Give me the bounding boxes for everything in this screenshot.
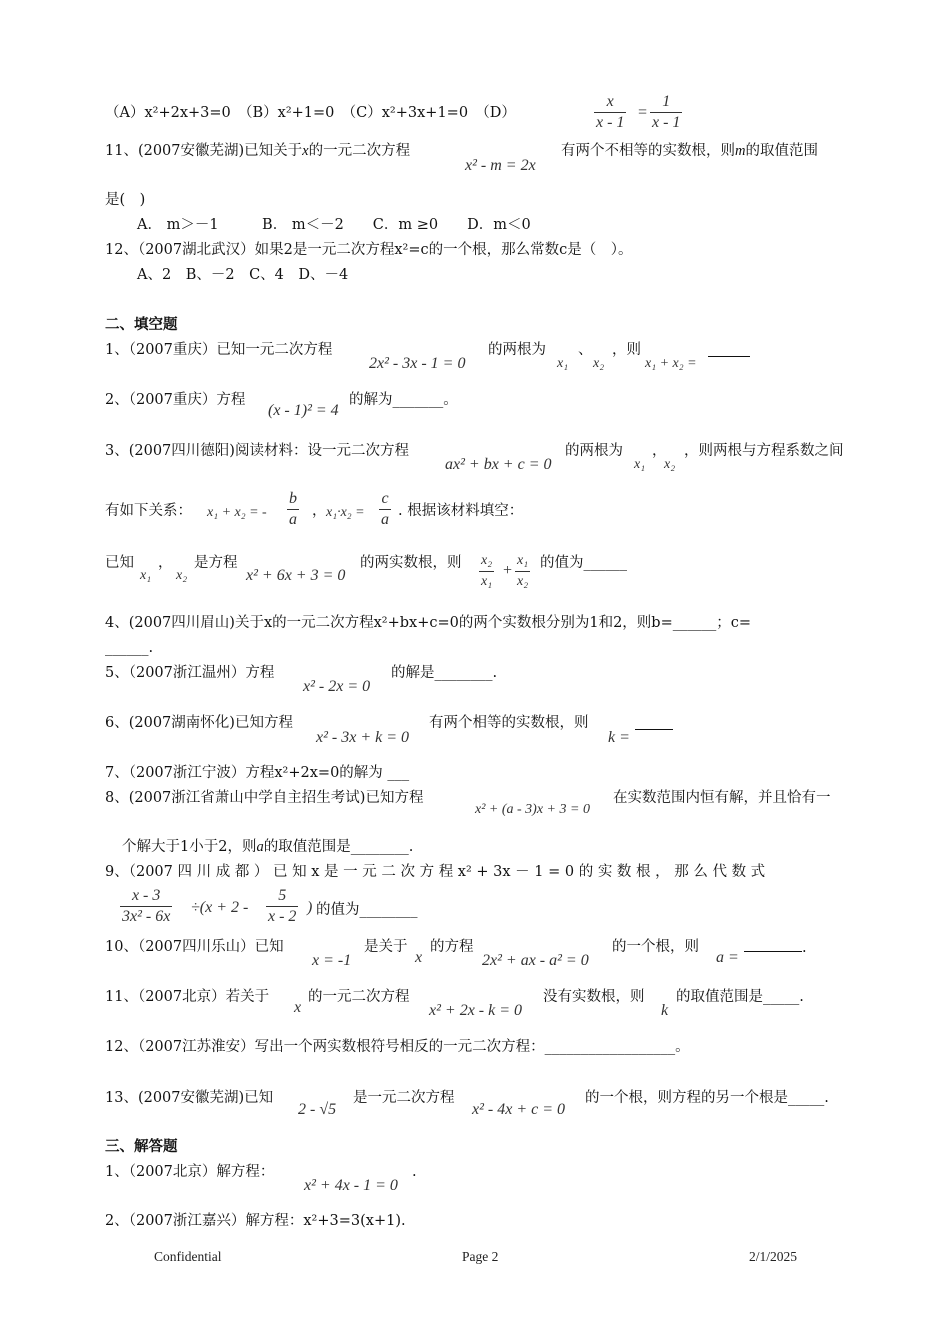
f6-blank (635, 713, 673, 730)
f9-close: ) (307, 899, 313, 916)
f9-text: 9、（2007 四 川 成 都 ） 已 知 x 是 一 元 二 次 方 程 x² + 3x － 1 = 0 的 实 数 根 ， 那 么 代 数 式 (105, 864, 766, 880)
f3-value-blank: 的值为______ (540, 555, 627, 571)
f10-about: 是关于 (364, 939, 408, 955)
f1-equation: 2x² - 3x - 1 = 0 (369, 355, 466, 372)
f6-text: 6、(2007湖南怀化)已知方程 (105, 715, 293, 731)
f8-text: 8、(2007浙江省萧山中学自主招生考试)已知方程 (105, 790, 424, 806)
f2-equation: (x - 1)² = 4 (268, 402, 339, 419)
f11-equation: x² + 2x - k = 0 (429, 1002, 523, 1019)
f2-answer: 的解为_______。 (349, 392, 458, 408)
f13-text: 13、(2007安徽芜湖)已知 (105, 1090, 274, 1106)
f1-sum: x₁ + x₂ = (645, 356, 697, 371)
q12-options: A、2 B、－2 C、4 D、－4 (137, 267, 349, 283)
f5-answer: 的解是________. (391, 665, 498, 681)
f1-sep: 、 (578, 342, 593, 358)
f3-sep-b: ， (158, 555, 173, 571)
f13-root: 2 - √5 (298, 1101, 337, 1118)
section-solve-heading: 三、解答题 (105, 1139, 178, 1155)
f3-sep: ， (652, 443, 667, 459)
section-fill-blank-heading: 二、填空题 (105, 317, 178, 333)
f10-root: 的一个根，则 (612, 939, 699, 955)
f9-value: 的值为________ (316, 902, 418, 918)
footer-page-number: Page 2 (462, 1249, 499, 1264)
f3-plus: + (502, 562, 513, 579)
f3-product: x₁·x₂ = (326, 505, 365, 520)
s1-period: . (412, 1164, 417, 1180)
footer-confidential: Confidential (154, 1249, 222, 1264)
f11-no-roots: 没有实数根，则 (543, 989, 645, 1005)
f3-equation: ax² + bx + c = 0 (445, 456, 552, 473)
f3-x2: x₂ (664, 457, 676, 472)
footer-date: 2/1/2025 (749, 1249, 798, 1264)
f1-x1: x₁ (557, 356, 569, 371)
f10-blank: . (744, 937, 807, 958)
f3-frac-1: $\frac{\text{x₂}}{\text{x₁}}$ (479, 551, 494, 592)
f8-text-cont: 个解大于1小于2，则a的取值范围是________. (122, 839, 414, 855)
q11-options: A． m＞－1 B． m＜－2 C．m ≥0 D．m＜0 (137, 217, 531, 233)
f10-text: 10、（2007四川乐山）已知 (105, 939, 284, 955)
f2-text: 2、（2007重庆）方程 (105, 392, 246, 408)
f3-known: 已知 (105, 555, 134, 571)
f11-text: 11、（2007北京）若关于 (105, 989, 270, 1005)
f1-text: 1、（2007重庆）已知一元二次方程 (105, 342, 333, 358)
f1-x2: x₂ (593, 356, 605, 371)
f3-real-roots: 的两实数根，则 (360, 555, 462, 571)
option-d-rhs-fraction: $\frac{1}{x - 1}$ (652, 93, 681, 131)
f9-divide: ÷(x + 2 - (191, 899, 249, 916)
q11-line-end: 有两个不相等的实数根，则m的取值范围 (561, 143, 818, 159)
f3-x1-b: x₁ (140, 568, 152, 583)
f11-x: x (294, 999, 302, 1016)
f3-equation-b: x² + 6x + 3 = 0 (246, 567, 346, 584)
f13-other-root: 的一个根，则方程的另一个根是_____. (585, 1090, 829, 1106)
f1-then: ，则 (612, 342, 641, 358)
f10-equation: 2x² + ax - a² = 0 (482, 952, 589, 969)
f7-text: 7、（2007浙江宁波）方程x²+2x=0的解为 ___ (105, 765, 410, 781)
f6-condition: 有两个相等的实数根，则 (429, 715, 589, 731)
q12-line: 12、（2007湖北武汉）如果2是一元二次方程x²=c的一个根，那么常数c是（ ）。 (105, 242, 633, 258)
f11-equation-label: 的一元二次方程 (308, 989, 410, 1005)
option-d-equals: = (637, 104, 648, 121)
f3-relation-label: 有如下关系： (105, 503, 192, 519)
f11-k: k (661, 1002, 669, 1019)
q11-equation: x² - m = 2x (465, 157, 536, 174)
f6-k: k = (608, 729, 630, 746)
f3-c-over-a: $\frac{c}{a}$ (381, 490, 389, 528)
f3-comma: ， (312, 503, 327, 519)
q11-bracket: 是( ) (105, 192, 146, 208)
s1-equation: x² + 4x - 1 = 0 (304, 1177, 398, 1194)
f9-fraction-1: $\frac{x - 3}{\text{3x² - 6x}}$ (122, 887, 171, 925)
f4-text: 4、(2007四川眉山)关于x的一元二次方程x²+bx+c=0的两个实数根分别为1和2，则b=______；c= (105, 615, 752, 631)
f13-is-root: 是一元二次方程 (353, 1090, 455, 1106)
f5-text: 5、（2007浙江温州）方程 (105, 665, 275, 681)
q11-line: 11、(2007安徽芜湖)已知关于x的一元二次方程 (105, 143, 411, 159)
f10-a: a = (716, 949, 739, 966)
f10-equation-label: 的方程 (430, 939, 474, 955)
f8-text-end: 在实数范围内恒有解，并且恰有一 (613, 790, 831, 806)
f3-is-equation: 是方程 (194, 555, 238, 571)
f12-text: 12、（2007江苏淮安）写出一个两实数根符号相反的一元二次方程：__________________。 (105, 1039, 690, 1055)
f3-roots-text: 的两根为 (565, 443, 623, 459)
f6-equation: x² - 3x + k = 0 (316, 729, 410, 746)
f8-equation: x² + (a - 3)x + 3 = 0 (475, 802, 590, 817)
s2-text: 2、（2007浙江嘉兴）解方程：x²+3=3(x+1). (105, 1213, 406, 1229)
f1-roots-text: 的两根为 (488, 342, 546, 358)
f11-range: 的取值范围是_____. (676, 989, 804, 1005)
s1-text: 1、（2007北京）解方程： (105, 1164, 275, 1180)
f3-fill-instruction: . 根据该材料填空： (398, 503, 524, 519)
f3-x1: x₁ (634, 457, 646, 472)
q10-options: （A）x²+2x+3=0 （B）x²+1=0 （C）x²+3x+1=0 （D） (105, 105, 516, 121)
f10-x: x (415, 949, 423, 966)
f3-sum: x₁ + x₂ = - (207, 505, 267, 520)
f3-b-over-a: $\frac{b}{a}$ (289, 490, 297, 528)
f4-text-cont: ______. (105, 640, 154, 656)
f3-relation-text: ，则两根与方程系数之间 (684, 443, 844, 459)
f13-equation: x² - 4x + c = 0 (472, 1101, 566, 1118)
f1-blank (708, 340, 750, 357)
f10-x-value: x = -1 (312, 952, 352, 969)
f3-text: 3、(2007四川德阳)阅读材料：设一元二次方程 (105, 443, 409, 459)
f3-frac-2: $\frac{\text{x₁}}{\text{x₂}}$ (515, 551, 530, 592)
f5-equation: x² - 2x = 0 (303, 678, 371, 695)
f3-x2-b: x₂ (176, 568, 188, 583)
f9-fraction-2: $\frac{5}{x - 2}$ (268, 887, 297, 925)
option-d-lhs-fraction: $\frac{x}{x - 1}$ (596, 93, 625, 131)
